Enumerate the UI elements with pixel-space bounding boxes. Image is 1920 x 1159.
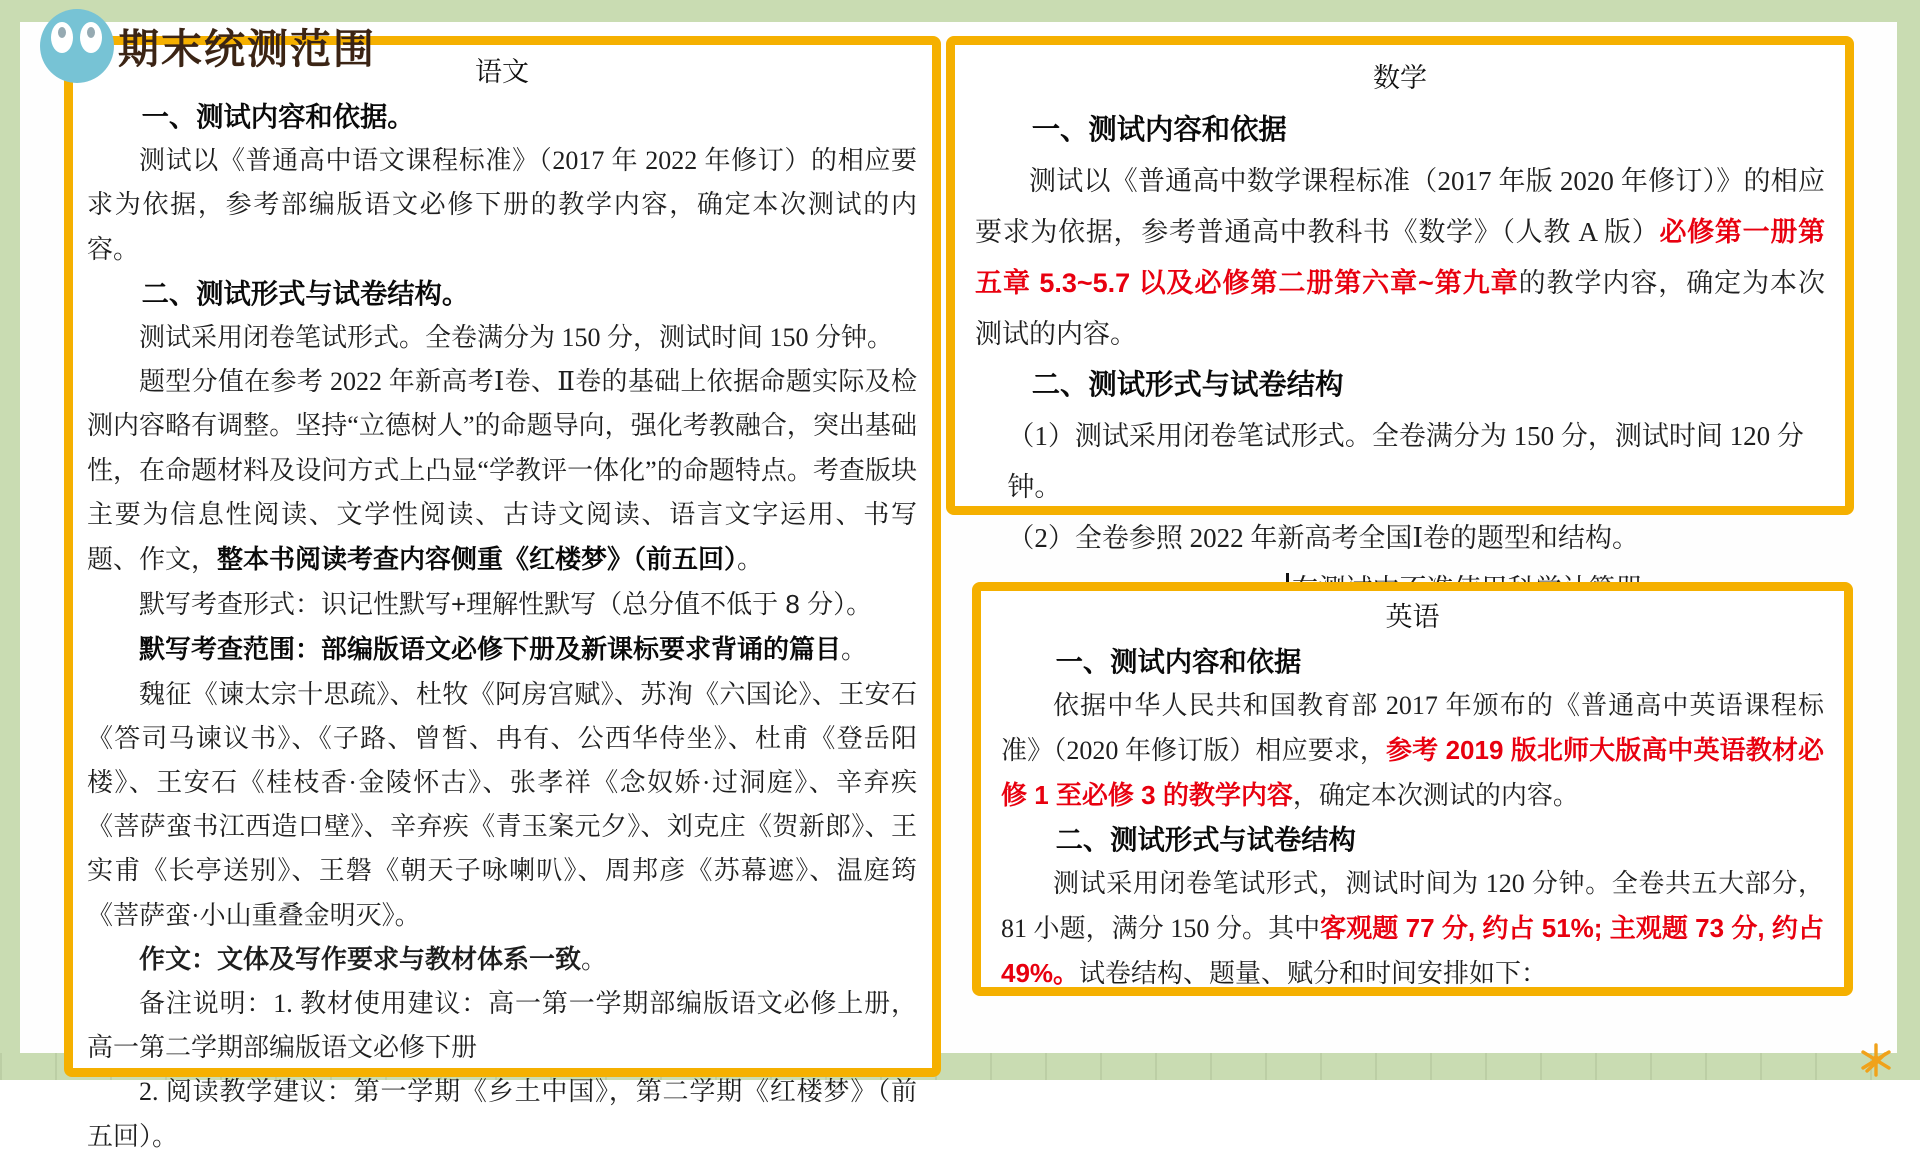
emphasis-text: 参考 2019 版北师大版高中英语教材必修 1 至必修 3 的教学内容 bbox=[1001, 735, 1824, 810]
frame-right bbox=[1897, 0, 1920, 1080]
text: 测试以《普通高中语文课程标准》（2017 年 2022 年修订）的相应要求为依据，参考部编版语文必修下册的教学内容，确定本次测试的内容。 bbox=[87, 146, 917, 264]
text: 的教学内容，确定为本次测试的内容。 bbox=[975, 268, 1826, 349]
paragraph bbox=[87, 316, 917, 360]
panel-english bbox=[972, 582, 1853, 996]
text: （1）测试采用闭卷笔试形式。全卷满分为 150 分，测试时间 120 分钟。 bbox=[1007, 421, 1804, 502]
text: 试卷结构、题量、赋分和时间安排如下： bbox=[1079, 959, 1548, 988]
paragraph bbox=[975, 156, 1825, 360]
eye-icon bbox=[51, 22, 73, 53]
text: （2）全卷参照 2022 年新高考全国Ⅰ卷的题型和结构。 bbox=[1007, 523, 1640, 553]
paragraph bbox=[1001, 684, 1824, 818]
emphasis-text: 作文：文体及写作要求与教材体系一致 bbox=[139, 944, 582, 974]
paragraph bbox=[975, 411, 1825, 513]
text: 测试采用闭卷笔试形式，测试时间为 120 分钟。全卷共五大部分，81 小题，满分 150 分。其中 bbox=[1001, 869, 1824, 943]
eye-icon bbox=[80, 22, 102, 53]
text: 测试以《普通高中数学课程标准（2017 年版 2020 年修订）》的相应要求为依据，参考普通高中教科书《数学》（人教 A 版） bbox=[975, 166, 1825, 247]
text: 。 bbox=[737, 545, 764, 575]
text: 一、测试内容和依据 bbox=[1031, 114, 1287, 146]
section-heading bbox=[87, 272, 917, 316]
frame-left bbox=[0, 0, 20, 1080]
panel-math bbox=[946, 36, 1854, 553]
text: 二、测试形式与试卷结构 bbox=[1031, 369, 1344, 401]
text: 测试采用闭卷笔试形式。全卷满分为 150 分，测试时间 150 分钟。 bbox=[139, 323, 894, 353]
paragraph bbox=[87, 627, 917, 672]
text: 依据中华人民共和国教育部 2017 年颁布的《普通高中英语课程标准》（2020 年修订版）相应要求， bbox=[1001, 691, 1824, 765]
emphasis-text: 客观题 77 分, 约占 51%; 主观题 73 分, 约占 49%。 bbox=[1001, 913, 1824, 988]
section-heading bbox=[1001, 818, 1824, 862]
section-heading bbox=[975, 360, 1825, 411]
panel-title-chinese: 语文 bbox=[475, 57, 529, 87]
sparkle-icon bbox=[1858, 1042, 1894, 1078]
panel-body-english bbox=[1001, 640, 1824, 996]
pupil bbox=[87, 27, 95, 38]
section-heading bbox=[975, 105, 1825, 156]
section-heading bbox=[1001, 640, 1824, 684]
emphasis-text: 默写考查范围：部编版语文必修下册及新课标要求背诵的篇目 bbox=[139, 634, 842, 665]
text: 二、测试形式与试卷结构 bbox=[1055, 824, 1356, 855]
pupil bbox=[58, 27, 66, 38]
text: ，确定本次测试的内容。 bbox=[1292, 781, 1579, 810]
text: 一、测试内容和依据 bbox=[1055, 646, 1302, 677]
panel-title-english: 英语 bbox=[1385, 602, 1440, 632]
paragraph bbox=[87, 139, 917, 272]
text: 2. 阅读教学建议：第一学期《乡土中国》，第二学期《红楼梦》（前五回）。 bbox=[87, 1077, 917, 1151]
text: 。 bbox=[841, 635, 868, 665]
paragraph bbox=[87, 1070, 917, 1158]
page-title: 期末统测范围 bbox=[118, 26, 376, 72]
text: 题型分值在参考 2022 年新高考Ⅰ卷、Ⅱ卷的基础上依据命题实际及检测内容略有调整。坚持“立德树人”的命题导向，强化考教融合，突出基础性，在命题材料及设问方式上凸显“学教评一体化”的命题特点。考查版块主要为信息性阅读、文学性阅读、古诗文阅读、语言文字运用、书写题、作文， bbox=[87, 367, 917, 575]
panel-chinese bbox=[64, 36, 941, 1151]
paragraph bbox=[87, 938, 917, 982]
text: 备注说明：1. 教材使用建议：高一第一学期部编版语文必修上册，高一第二学期部编版语文必修下册 bbox=[87, 989, 917, 1063]
paragraph bbox=[87, 360, 917, 582]
panel-body-chinese bbox=[87, 95, 917, 1159]
paragraph bbox=[1001, 862, 1824, 996]
emphasis-text: 整本书阅读考查内容侧重《红楼梦》（前五回） bbox=[217, 544, 738, 575]
text: 。 bbox=[581, 944, 608, 974]
paragraph bbox=[87, 673, 917, 938]
section-heading bbox=[87, 95, 917, 139]
emphasis-text: 默写考查形式：识记性默写+理解性默写（总分值不低于 8 分）。 bbox=[139, 589, 873, 620]
paragraph bbox=[87, 582, 917, 627]
paragraph bbox=[87, 982, 917, 1070]
text: 二、测试形式与试卷结构。 bbox=[141, 277, 470, 309]
face-icon bbox=[40, 9, 114, 83]
text: 魏征《谏太宗十思疏》、杜牧《阿房宫赋》、苏洵《六国论》、王安石《答司马谏议书》、《子路、曾皙、冉有、公西华侍坐》、杜甫《登岳阳楼》、王安石《桂枝香·金陵怀古》、张孝祥《念奴娇·过洞庭》、辛弃疾《菩萨蛮书江西造口壁》、辛弃疾《青玉案元夕》、刘克庄《贺新郎》、王实甫《长亭送别》、王磐《朝天子咏喇叭》、周邦彦《苏幕遮》、温庭筠《菩萨蛮·小山重叠金明灭》。 bbox=[87, 679, 917, 930]
text: 一、测试内容和依据。 bbox=[141, 101, 415, 132]
panel-title-math: 数学 bbox=[1373, 63, 1427, 93]
paragraph bbox=[975, 513, 1825, 564]
emphasis-text: 必修第一册第五章 5.3~5.7 以及必修第二册第六章~第九章 bbox=[975, 217, 1825, 298]
panel-body-math bbox=[975, 105, 1825, 615]
